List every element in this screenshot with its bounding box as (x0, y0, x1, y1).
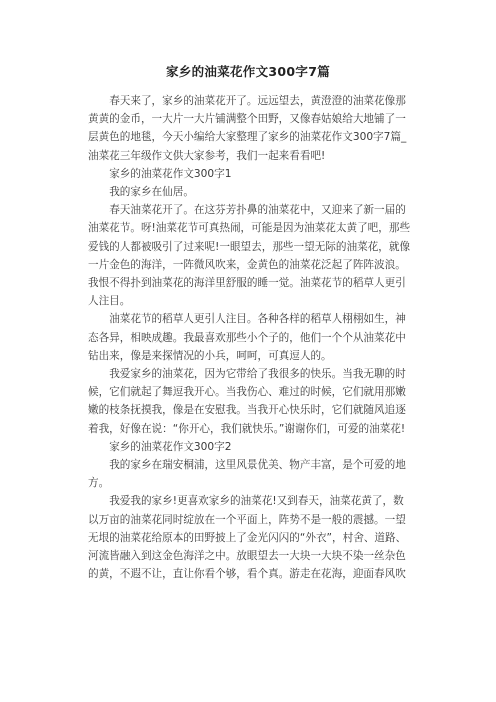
paragraph: 油菜花节的稻草人更引人注目。各种各样的稻草人栩栩如生，神态各异，相映成趣。我最喜欢那些小个子的，他们一个个从油菜花中钻出来，像是来探情况的小兵，呵呵，可真逗人的。 (88, 313, 406, 362)
section-heading-1: 家乡的油菜花作文300字1 (109, 167, 232, 180)
paragraph: 我的家乡在仙居。 (109, 186, 194, 199)
paragraph: 春天油菜花开了。在这芬芳扑鼻的油菜花中，又迎来了新一届的油菜花节。呀!油菜花节可真热闹，可能是因为油菜花太黄了吧，那些爱钱的人都被吸引了过来呢!一眼望去，那些一望无际的油菜花，就像一片金色的海洋，一阵微风吹来，金黄色的油菜花泛起了阵阵波浪。我恨不得扑到油菜花的海洋里舒服的睡一觉。油菜花节的稻草人更引人注目。 (88, 204, 411, 308)
section-heading-2: 家乡的油菜花作文300字2 (109, 440, 232, 453)
paragraph-intro: 春天来了，家乡的油菜花开了。远远望去，黄澄澄的油菜花像那黄黄的金币，一大片一大片铺满整个田野，又像春姑娘给大地铺了一层黄色的地毯，今天小编给大家整理了家乡的油菜花作文300字7篇_油菜花三年级作文供大家参考，我们一起来看看吧! (88, 95, 407, 162)
paragraph: 我爱我的家乡!更喜欢家乡的油菜花!又到春天，油菜花黄了，数以万亩的油菜花同时绽放在一个平面上，阵势不是一般的震撼。一望无垠的油菜花给原本的田野披上了金光闪闪的“外衣”，村舍、道路、河流皆融入到这金色海洋之中。放眼望去一大块一大块不染一丝杂色的黄，不遐不让，直让你看个够，看个真。游走在花海，迎面春风吹 (88, 495, 407, 581)
paragraph: 我的家乡在瑞安桐浦，这里风景优美、物产丰富，是个可爱的地方。 (88, 459, 406, 490)
paragraph: 我爱家乡的油菜花，因为它带给了我很多的快乐。当我无聊的时候，它们就起了舞逗我开心。当我伤心、难过的时候，它们就用那嫩嫩的枝条抚摸我，像是在安慰我。当我开心快乐时，它们就随风追逐着我，好像在说：“你开心，我们就快乐。”谢谢你们，可爱的油菜花! (88, 368, 406, 435)
document-body (88, 92, 414, 583)
document-title: 家乡的油菜花作文300字7篇 (166, 64, 330, 79)
